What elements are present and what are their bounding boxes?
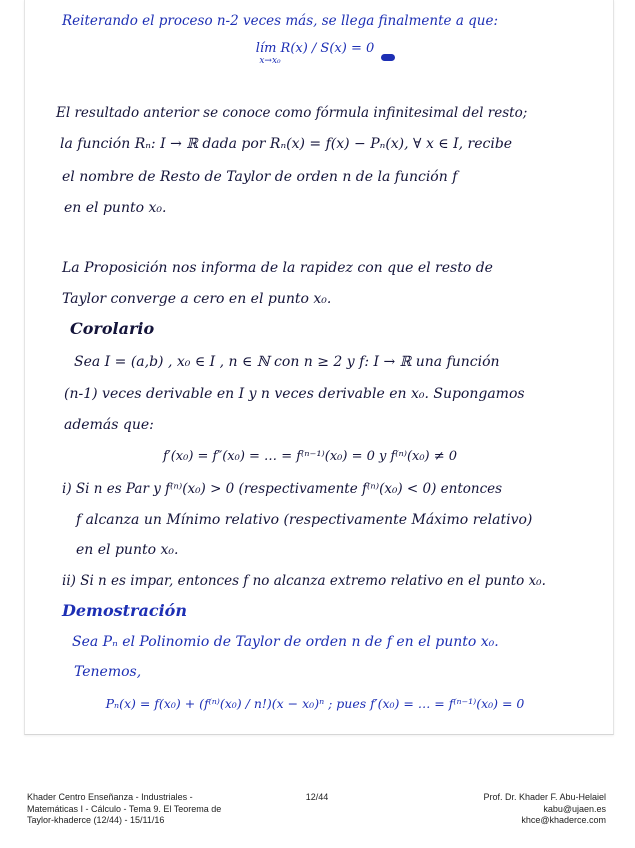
line-derivable: (n-1) veces derivable en I y n veces derivable en x₀. Supongamos (64, 386, 525, 402)
line-sea: Sea I = (a,b) , x₀ ∈ I , n ∈ ℕ con n ≥ 2 y f: I → ℝ una función (74, 354, 500, 370)
derivatives-condition: f′(x₀) = f″(x₀) = … = f⁽ⁿ⁻¹⁾(x₀) = 0 y f⁽ⁿ⁾(x₀) ≠ 0 (162, 449, 458, 464)
case-par-punto: en el punto x₀. (76, 542, 179, 558)
case-par: i) Si n es Par y f⁽ⁿ⁾(x₀) > 0 (respectivamente f⁽ⁿ⁾(x₀) < 0) entonces (62, 481, 503, 497)
line-punto: en el punto x₀. (64, 200, 167, 216)
line-proposicion: La Proposición nos informa de la rapidez con que el resto de (62, 260, 493, 276)
ink-dot (381, 54, 395, 61)
heading-corolario: Corolario (70, 319, 155, 338)
footer-page-number: 12/44 (305, 792, 329, 802)
line-nombre: el nombre de Resto de Taylor de orden n de la función f (62, 169, 458, 185)
heading-demostracion: Demostración (62, 601, 187, 620)
line-ademas: además que: (64, 417, 154, 433)
limit-formula: lím R(x) / S(x) = 0 (255, 41, 375, 56)
taylor-polynomial-formula: Pₙ(x) = f(x₀) + (f⁽ⁿ⁾(x₀) / n!)(x − x₀)ⁿ ; pues f′(x₀) = … = f⁽ⁿ⁻¹⁾(x₀) = 0 (105, 696, 525, 711)
line-resultado: El resultado anterior se conoce como fórmula infinitesimal del resto; (56, 105, 528, 121)
case-par-minimo: f alcanza un Mínimo relativo (respectivamente Máximo relativo) (76, 512, 533, 528)
footer-author: Prof. Dr. Khader F. Abu-Helaiel kabu@ujaen.es khce@khaderce.com (483, 792, 606, 825)
line-reiterando: Reiterando el proceso n-2 veces más, se llega finalmente a que: (62, 13, 499, 29)
line-taylor-converge: Taylor converge a cero en el punto x₀. (62, 291, 332, 307)
limit-subscript: x→x₀ (259, 56, 281, 66)
line-polinomio: Sea Pₙ el Polinomio de Taylor de orden n de f en el punto x₀. (72, 634, 499, 650)
line-funcion: la función Rₙ: I → ℝ dada por Rₙ(x) = f(x) − Pₙ(x), ∀ x ∈ I, recibe (60, 136, 513, 152)
case-impar: ii) Si n es impar, entonces f no alcanza extremo relativo en el punto x₀. (62, 573, 546, 589)
footer-course-info: Khader Centro Enseñanza - Industriales - Matemáticas I - Cálculo - Tema 9. El Teorema de Taylor-khaderce (12/44) - 15/11/16 (27, 792, 222, 825)
line-tenemos: Tenemos, (74, 664, 142, 680)
